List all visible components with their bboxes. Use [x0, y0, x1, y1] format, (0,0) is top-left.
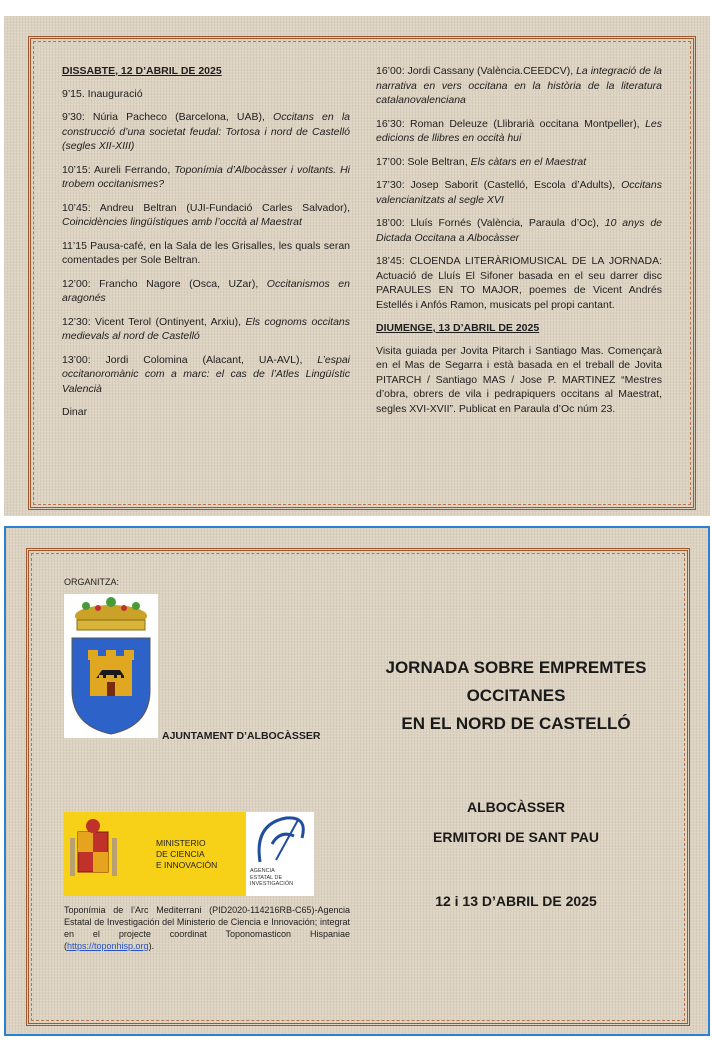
program-page [4, 16, 710, 516]
day2-heading: DIUMENGE, 13 D’ABRIL DE 2025 [376, 322, 540, 334]
ajuntament-label: AJUNTAMENT D’ALBOCÀSSER [162, 730, 321, 742]
event-title [366, 654, 666, 738]
dates: 12 i 13 D’ABRIL DE 2025 [435, 893, 597, 909]
toponhisp-link[interactable]: https://toponhisp.org [67, 941, 149, 951]
program-item: 11’15 Pausa-café, en la Sala de les Grisalles, les quals seran comentades per Sole Beltran. [62, 239, 350, 266]
coat-of-arms-logo [64, 594, 158, 738]
title-line: JORNADA SOBRE EMPREMTES [385, 658, 647, 677]
program-item: 16’00: Jordi Cassany (València.CEEDCV), La integració de la narrativa en vers occitana en la història de la literatura catalanovalenciana [376, 65, 662, 106]
event-dates [366, 886, 666, 916]
agency-logo [246, 812, 314, 896]
program-item: 10’15: Aureli Ferrando, Toponímia d’Albocàsser i voltants. Hi trobem occitanismes? [62, 163, 351, 190]
day2-description: Visita guiada per Jovita Pitarch i Santiago Mas. Començarà en el Mas de Segarra i està basada en el treball de Jovita PITARCH / Santiago MAS / Jose P. MARTINEZ “Mestres d’obra, obrers de vila i pedrapiquers occitans al Maestrat, segles XVI-XVII”. Publicat en Paraula d’Oc núm 23. [376, 344, 662, 415]
cover-page [4, 526, 710, 1036]
aei-logo-icon [246, 812, 314, 868]
program-item: 10’45: Andreu Beltran (UJI-Fundació Carles Salvador), Coincidències lingüístiques amb l’occità al Maestrat [62, 201, 350, 228]
day1-heading: DISSABTE, 12 D’ABRIL DE 2025 [62, 65, 222, 77]
spain-coat-of-arms-icon [64, 812, 124, 896]
venue: ERMITORI DE SANT PAU [433, 829, 599, 845]
program-item: 17’30: Josep Saborit (Castelló, Escola d’Adults), Occitans valencianitzats al segle XVI [376, 179, 662, 206]
program-item: 13’00: Jordi Colomina (Alacant, UA-AVL), L’espai occitanoromànic com a marc: el cas de l’Atles Lingüístic Valencià [62, 353, 350, 395]
program-item: 9’15. Inauguració [62, 87, 143, 100]
albocasser-shield-icon [64, 594, 158, 738]
ministry-logo [64, 812, 246, 896]
agency-line: INVESTIGACIÓN [250, 881, 294, 887]
place: ALBOCÀSSER [466, 799, 565, 815]
agency-line: ESTATAL DE [250, 874, 283, 881]
program-column-left [62, 64, 350, 429]
program-item: 12’00: Francho Nagore (Osca, UZar), Occitanismos en aragonés [62, 277, 350, 304]
organizer-label: ORGANITZA: [64, 577, 120, 587]
ministry-line: MINISTERIO [156, 838, 206, 848]
title-line: EN EL NORD DE CASTELLÓ [401, 714, 631, 733]
program-item: 17’00: Sole Beltran, Els càtars en el Maestrat [376, 155, 587, 168]
program-item: 18’45: CLOENDA LITERÀRIOMUSICAL DE LA JORNADA: Actuació de Lluís El Sifoner basada en el seu darrer disc PARAULES EN TO MAJOR, poemes de Vicent Andrés Estellés i Anfós Ramon, musicats pel propi cantant. [376, 255, 662, 311]
agency-line: AGENCIA [250, 868, 275, 874]
ministry-line: E INNOVACIÓN [156, 860, 218, 870]
program-column-right [376, 64, 662, 425]
program-item: 9’30: Núria Pacheco (Barcelona, UAB), Occitans en la construcció d’una societat feudal: Tortosa i nord de Castelló (segles XII-XIII) [62, 111, 350, 152]
program-item: Dinar [62, 406, 88, 418]
program-item: 16’30: Roman Deleuze (Llibrarià occitana Montpeller), Les edicions de llibres en occità hui [376, 117, 662, 144]
event-location [366, 792, 666, 852]
credits-text: Toponímia de l’Arc Mediterrani (PID2020-114216RB-C65)-Agencia Estatal de Investigación del Ministerio de Ciencia e Innovación; integrat en el projecte coordinat Toponomasticon Hispaniae (https://toponhisp.org). [64, 905, 350, 951]
program-item: 12’30: Vicent Terol (Ontinyent, Arxiu), Els cognoms occitans medievals al nord de Castelló [62, 315, 351, 342]
program-item: 18’00: Lluís Fornés (València, Paraula d’Oc), 10 anys de Dictada Occitana a Albocàsser [376, 217, 663, 244]
title-line: OCCITANES [466, 686, 566, 705]
ministry-line: DE CIENCIA [156, 849, 205, 859]
